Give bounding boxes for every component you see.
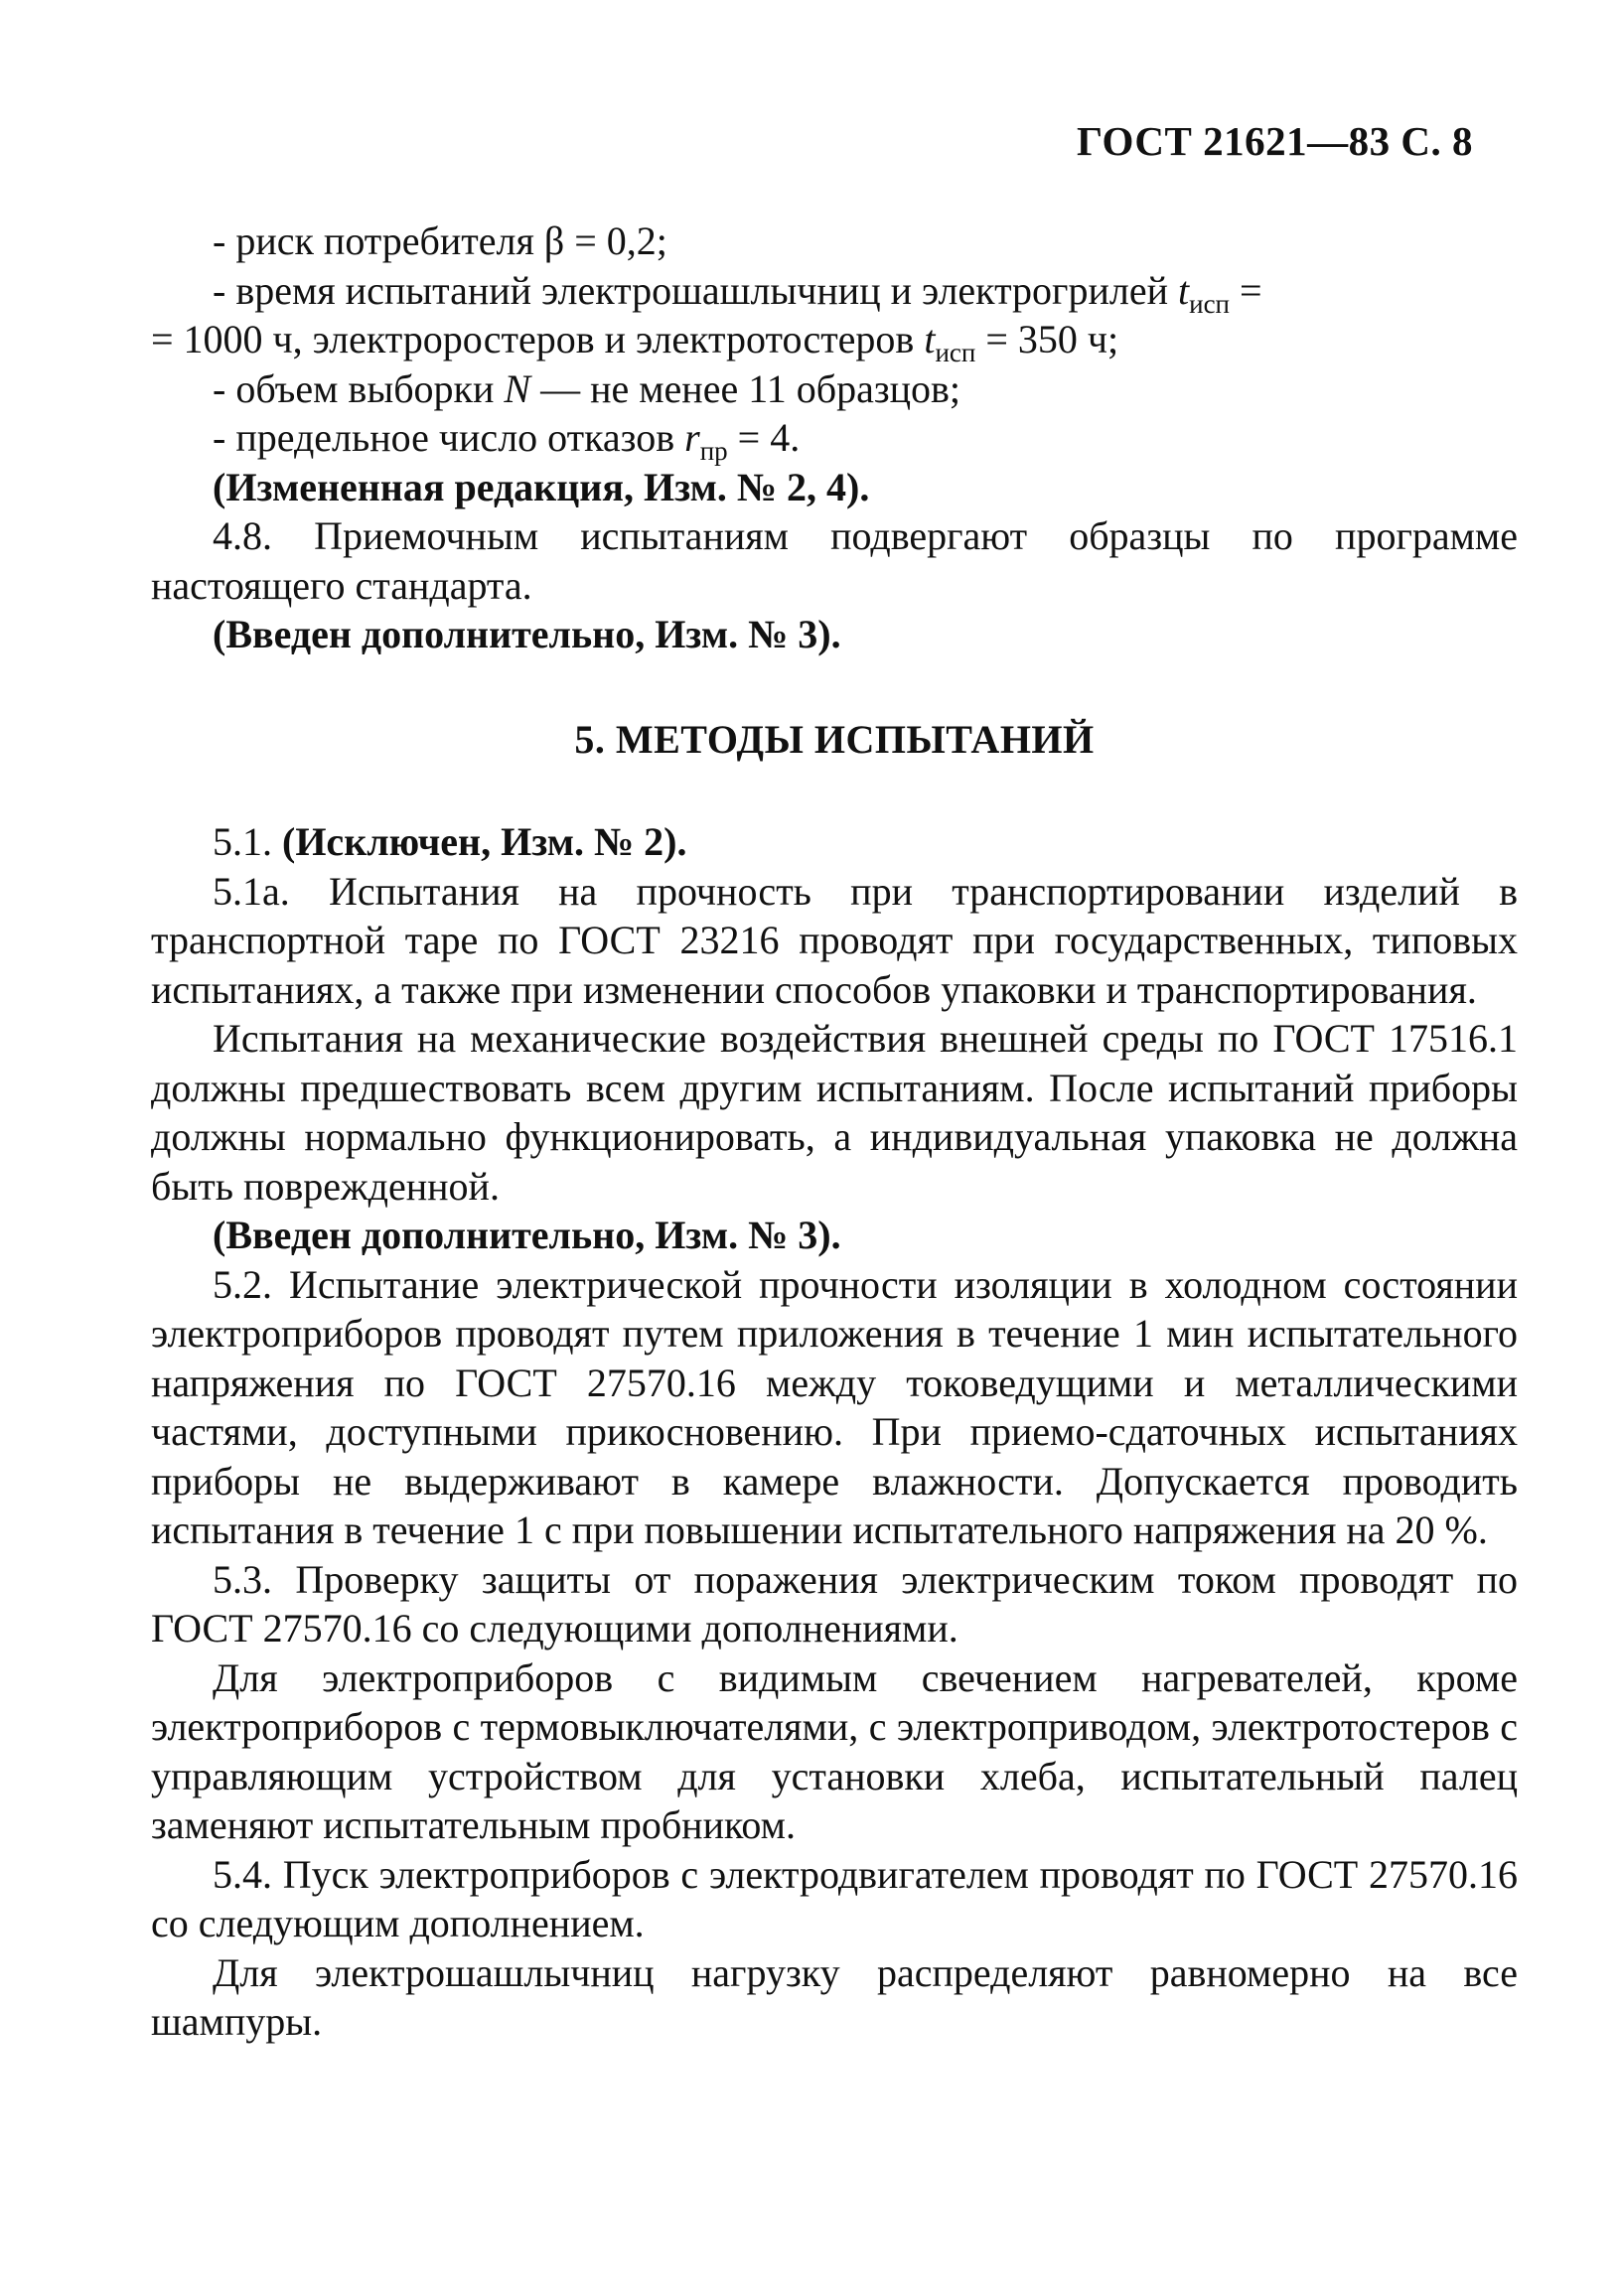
test-time-variable: t xyxy=(1178,267,1190,313)
page-content xyxy=(151,216,1518,2047)
test-time-variable-2: t xyxy=(924,317,936,361)
paragraph-5-1a-continued: Испытания на механические воздействия внешней среды по ГОСТ 17516.1 должны предшествовать всем другим испытаниям. После испытаний приборы должны нормально функционировать, а индивидуальная упаковка не должна быть поврежденной. xyxy=(151,1016,1518,1209)
paragraph-5-1 xyxy=(151,817,1518,867)
list-item-risk xyxy=(151,216,1518,266)
failures-subscript: пр xyxy=(699,436,728,466)
test-time-subscript: исп xyxy=(1189,288,1231,319)
section-title-test-methods: 5. МЕТОДЫ ИСПЫТАНИЙ xyxy=(574,716,1095,762)
test-time-text-2: = 1000 ч, электроростеров и электротостеров xyxy=(151,317,925,361)
sample-size-rest: — не менее 11 образцов; xyxy=(530,365,961,411)
note-introduced: (Введен дополнительно, Изм. № 3). xyxy=(213,612,841,656)
paragraph-4-8: 4.8. Приемочным испытаниям подвергают образцы по программе настоящего стандарта. xyxy=(151,513,1518,608)
test-time-equals: = xyxy=(1230,267,1262,313)
paragraph-5-3-continued: Для электроприборов с видимым свечением нагревателей, кроме электроприборов с термовыключателями, с электроприводом, электротостеров с управляющим устройством для установки хлеба, испытательный палец заменяют испытательным пробником. xyxy=(151,1654,1518,1847)
list-item-test-time xyxy=(151,266,1518,319)
test-time-value-2: = 350 ч; xyxy=(975,317,1119,361)
failures-text: - предельное число отказов xyxy=(213,415,685,460)
paragraph-5-1-note: (Исключен, Изм. № 2). xyxy=(282,819,687,864)
list-item-failures xyxy=(151,413,1518,466)
failures-variable: r xyxy=(684,415,700,460)
test-time-subscript-2: исп xyxy=(935,338,976,367)
paragraph-5-3: 5.3. Проверку защиты от поражения электрическим током проводят по ГОСТ 27570.16 со следующими дополнениями. xyxy=(151,1556,1518,1650)
note-introduced-2: (Введен дополнительно, Изм. № 3). xyxy=(213,1213,841,1257)
note-changed-edition: (Измененная редакция, Изм. № 2, 4). xyxy=(213,464,870,509)
list-item-test-time-continued xyxy=(151,315,1518,367)
sample-size-variable: N xyxy=(504,365,531,411)
paragraph-5-2: 5.2. Испытание электрической прочности изоляции в холодном состоянии электроприборов проводят путем приложения в течение 1 мин испытательного напряжения по ГОСТ 27570.16 между токоведущими и металлическими частями, доступными прикосновению. При приемо-сдаточных испытаниях приборы не выдерживают в камере влажности. Допускается проводить испытания в течение 1 с при повышении испытательного напряжения на 20 %. xyxy=(151,1261,1518,1552)
sample-size-text: - объем выборки xyxy=(213,365,505,411)
test-time-text: - время испытаний электрошашлычниц и электрогрилей xyxy=(213,267,1178,313)
paragraph-5-1a: 5.1а. Испытания на прочность при транспортировании изделий в транспортной таре по ГОСТ 23216 проводят при государственных, типовых испытаниях, а также при изменении способов упаковки и транспортирования. xyxy=(151,868,1518,1012)
list-item-risk-text: - риск потребителя β = 0,2; xyxy=(213,218,667,263)
paragraph-5-4-continued: Для электрошашлычниц нагрузку распределяют равномерно на все шампуры. xyxy=(151,1949,1518,2044)
paragraph-5-1-number: 5.1. xyxy=(213,819,282,864)
paragraph-5-4: 5.4. Пуск электроприборов с электродвигателем проводят по ГОСТ 27570.16 со следующим дополнением. xyxy=(151,1851,1518,1945)
page-header: ГОСТ 21621—83 С. 8 xyxy=(1076,118,1473,164)
failures-value: = 4. xyxy=(727,415,801,460)
list-item-sample-size xyxy=(151,364,1518,414)
